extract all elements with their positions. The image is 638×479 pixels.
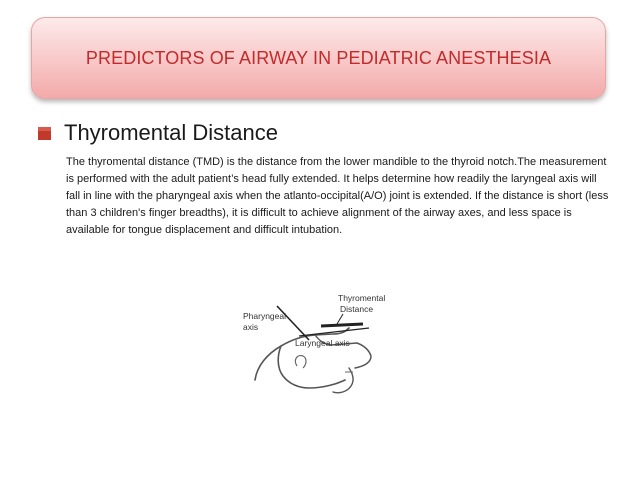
bullet-item [38,118,278,148]
thyromental-label-1: Thyromental [338,293,386,303]
pharyngeal-axis-label-2: axis [243,322,259,332]
slide-title: PREDICTORS OF AIRWAY IN PEDIATRIC ANESTHESIA [85,47,552,68]
head-neck-illustration [237,288,397,408]
square-bullet-icon [38,127,51,140]
body-paragraph: The thyromental distance (TMD) is the distance from the lower mandible to the thyroid notch.The measurement is performed with the adult patient’s head fully extended. It helps determine how readily the laryngeal axis will fall in line with the pharyngeal axis when the atlanto-occipital(A/O) joint is extended. If the distance is short (less than 3 children's finger breadths), it is difficult to achieve alignment of the airway axes, and less space is available for tongue displacement and difficult intubation. [66,156,609,236]
pharyngeal-axis-label-1: Pharyngeal [243,311,287,321]
bullet-heading: Thyromental Distance [64,120,278,145]
thyromental-label-2: Distance [340,304,374,314]
laryngeal-axis-label: Laryngeal axis [295,338,350,348]
airway-axes-figure [237,288,397,408]
title-banner [31,17,606,99]
